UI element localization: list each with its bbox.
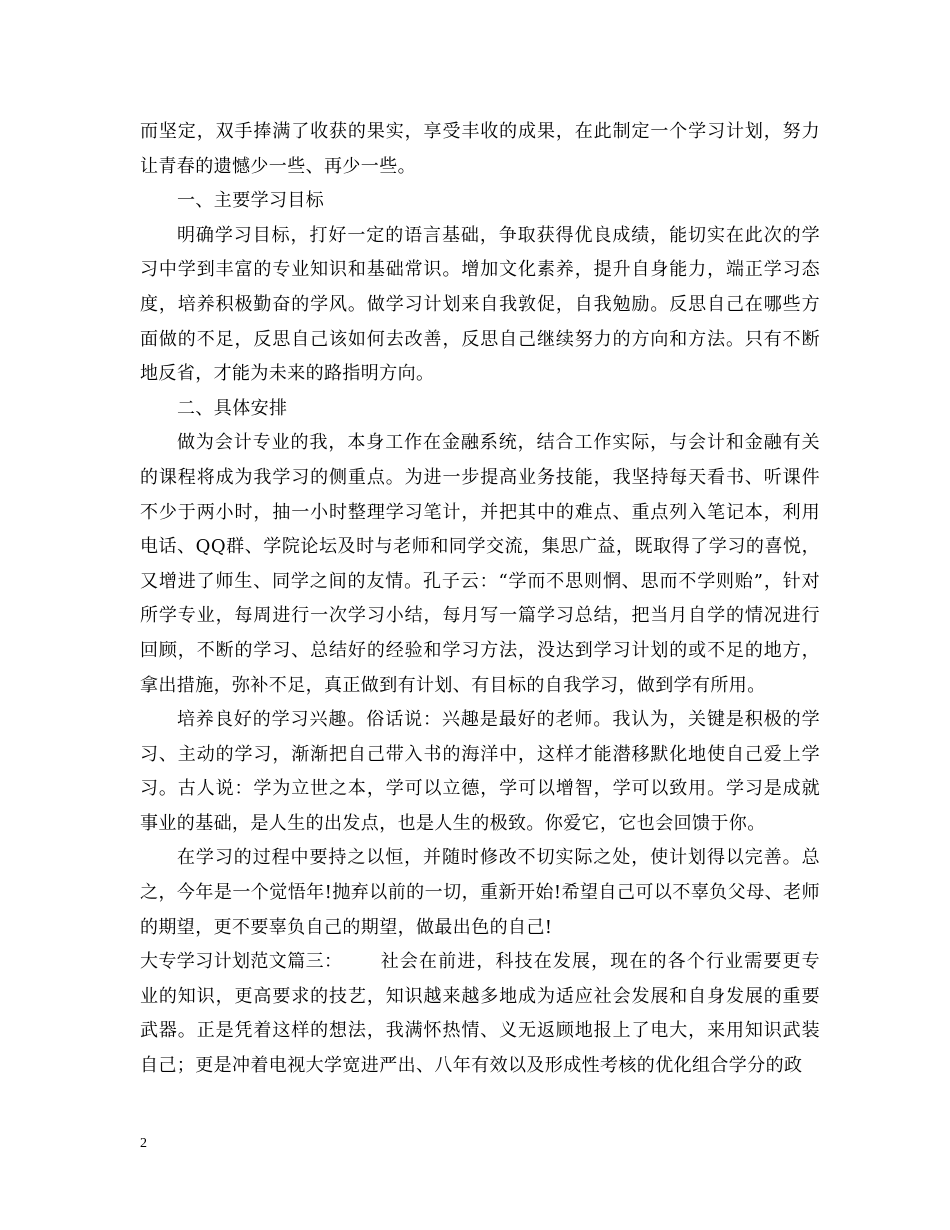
paragraph-goals: 明确学习目标，打好一定的语言基础，争取获得优良成绩，能切实在此次的学习中学到丰富的专业知识和基础常识。增加文化素养，提升自身能力，端正学习态度，培养积极勤奋的学风。做学习计划来自我敦促，自我勉励。反思自己在哪些方面做的不足，反思自己该如何去改善，反思自己继续努力的方向和方法。只有不断地反省，才能为未来的路指明方向。	[140, 224, 820, 385]
heading-arrangements: 二、具体安排	[177, 397, 288, 419]
page-number: 2	[140, 1136, 147, 1151]
paragraph-interest: 培养良好的学习兴趣。俗话说：兴趣是最好的老师。我认为，关键是积极的学习、主动的学习，渐渐把自己带入书的海洋中，这样才能潜移默化地使自己爱上学习。古人说：学为立世之本，学可以立德，学可以增智，学可以致用。学习是成就事业的基础，是人生的出发点，也是人生的极致。你爱它，它也会回馈于你。	[140, 709, 820, 834]
section-three-heading: 大专学习计划范文篇三：	[140, 951, 343, 973]
paragraph-arrangements: 做为会计专业的我，本身工作在金融系统，结合工作实际，与会计和金融有关的课程将成为我学习的侧重点。为进一步提高业务技能，我坚持每天看书、听课件不少于两小时，抽一小时整理学习笔计，并把其中的难点、重点列入笔记本，利用电话、QQ群、学院论坛及时与老师和同学交流，集思广益，既取得了学习的喜悦，又增进了师生、同学之间的友情。孔子云：“学而不思则惘、思而不学则贻”，针对所学专业，每周进行一次学习小结，每月写一篇学习总结，把当月自学的情况进行回顾，不断的学习、总结好的经验和学习方法，没达到学习计划的或不足的地方，拿出措施，弥补不足，真正做到有计划、有目标的自我学习，做到学有所用。	[140, 432, 820, 696]
paragraph-continuation: 而坚定，双手捧满了收获的果实，享受丰收的成果，在此制定一个学习计划，努力让青春的遗憾少一些、再少一些。	[140, 121, 820, 177]
section-three-text: 社会在前进，科技在发展，现在的各个行业需要更专业的知识，更高要求的技艺，知识越来越多地成为适应社会发展和自身发展的重要武器。正是凭着这样的想法，我满怀热情、义无返顾地报上了电大，来用知识武装自己；更是冲着电视大学宽进严出、八年有效以及形成性考核的优化组合学分的政	[140, 951, 820, 1077]
section-three	[140, 945, 820, 1083]
paragraph-perseverance: 在学习的过程中要持之以恒，并随时修改不切实际之处，使计划得以完善。总之，今年是一个觉悟年!抛弃以前的一切，重新开始!希望自己可以不辜负父母、老师的期望，更不要辜负自己的期望，做最出色的自己!	[140, 847, 820, 938]
document-body	[140, 115, 820, 1084]
heading-main-goals: 一、主要学习目标	[177, 190, 325, 212]
